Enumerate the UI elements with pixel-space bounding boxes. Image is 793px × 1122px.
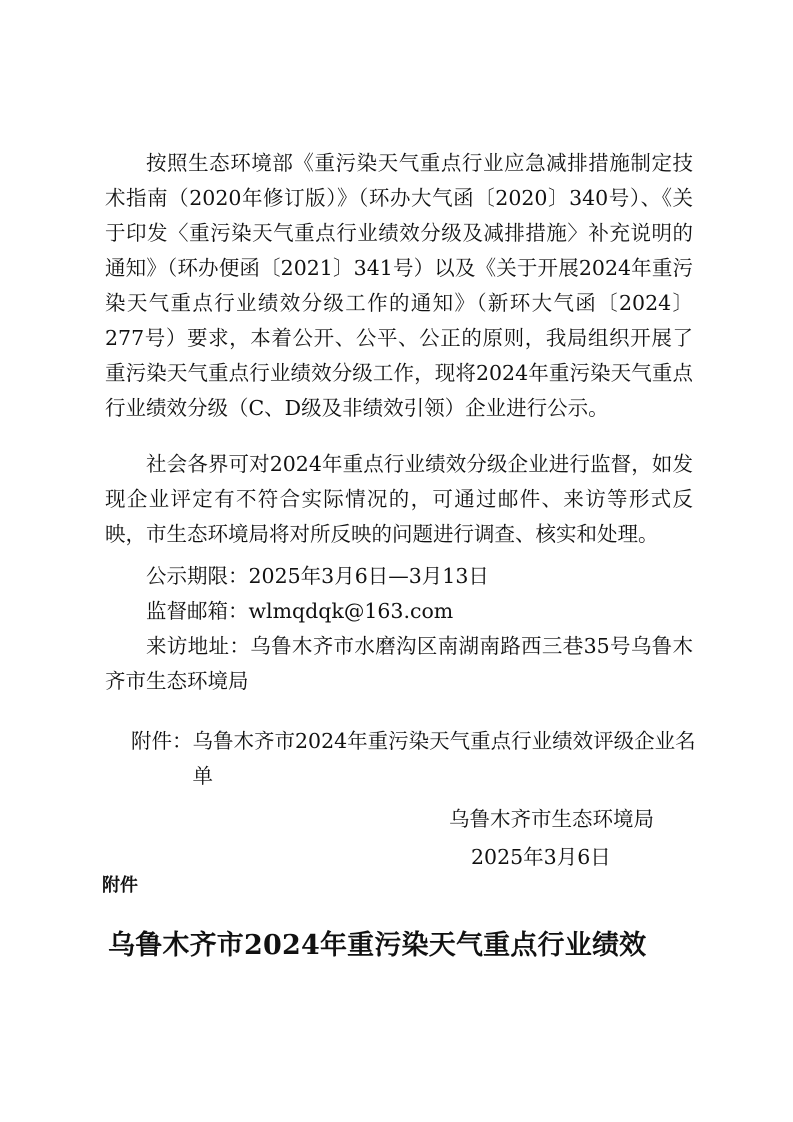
supervision-email: [146, 594, 453, 629]
attachment-text: 乌鲁木齐市2024年重污染天气重点行业绩效评级企业名单: [192, 729, 696, 788]
visit-address-label: 来访地址：: [146, 634, 251, 658]
attachment-label: 附件：: [131, 729, 193, 753]
publicity-period-label: 公示期限：: [146, 564, 249, 588]
supervision-email-value[interactable]: wlmqdqk@163.com: [248, 599, 454, 623]
signature-date: 2025年3月6日: [471, 845, 611, 869]
annex-title: 乌鲁木齐市2024年重污染天气重点行业绩效: [108, 930, 647, 961]
supervision-email-label: 监督邮箱：: [146, 599, 249, 623]
publicity-period: [146, 559, 489, 594]
visit-address: [105, 629, 693, 699]
signature-organization: 乌鲁木齐市生态环境局: [449, 807, 654, 831]
publicity-period-value: 2025年3月6日—3月13日: [248, 564, 489, 588]
notice-paragraph-intro: 按照生态环境部《重污染天气重点行业应急减排措施制定技术指南（2020年修订版）》（环办大气函〔2020〕340号）、《关于印发〈重污染天气重点行业绩效分级及减排措施〉补充说明的通知》（环办便函〔2021〕341号）以及《关于开展2024年重污染天气重点行业绩效分级工作的通知》（新环大气函〔2024〕277号）要求，本着公开、公平、公正的原则，我局组织开展了重污染天气重点行业绩效分级工作，现将2024年重污染天气重点行业绩效分级（C、D级及非绩效引领）企业进行公示。: [105, 151, 693, 420]
annex-heading: 附件: [102, 875, 138, 896]
visit-address-value: 乌鲁木齐市水磨沟区南湖南路西三巷35号乌鲁木齐市生态环境局: [105, 634, 693, 693]
notice-paragraph-supervision: 社会各界可对2024年重点行业绩效分级企业进行监督，如发现企业评定有不符合实际情况的，可通过邮件、来访等形式反映，市生态环境局将对所反映的问题进行调查、核实和处理。: [105, 452, 693, 546]
attachment-note: [131, 724, 701, 794]
